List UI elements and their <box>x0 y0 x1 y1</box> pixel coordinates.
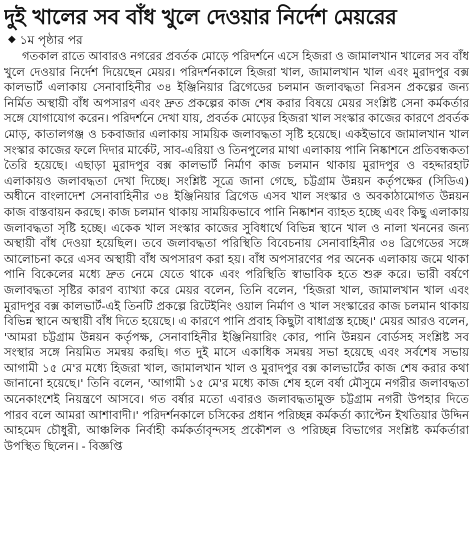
headline: দুই খালের সব বাঁধ খুলে দেওয়ার নির্দেশ মেয়রের <box>4 5 397 29</box>
continuation-line <box>8 32 469 48</box>
diamond-bullet-icon: ◆ <box>8 34 16 45</box>
article-body: গতকাল রাতে আবারও নগরের প্রবর্তক মোড়ে পরিদর্শনে এসে হিজরা ও জামালখান খালের সব বাঁধ খুলে দেওয়ার নির্দেশ দিয়েছেন মেয়র। পরিদর্শনকালে হিজরা খাল, জামালখান খাল এবং মুরাদপুর বক্স কালভার্ট এলাকায় সেনাবাহিনীর ৩৪ ইঞ্জিনিয়ার ব্রিগেডের চলমান জলাবদ্ধতা নিরসন প্রকল্পের জন্য নির্মিত অস্থায়ী বাঁধ অপসারণ এবং দ্রুত প্রকল্পের কাজ শেষ করার বিষয়ে মেয়র সংশ্লিষ্ট সেনা কর্মকর্তার সঙ্গে যোগাযোগ করেন। পরিদর্শনে দেখা যায়, প্রবর্তক মোড়ের হিজরা খাল সংস্কার কাজের কারণে প্রবর্তক মোড়, কাতালগঞ্জ ও চকবাজার এলাকায় সাময়িক জলাবদ্ধতা সৃষ্টি হয়েছে। একইভাবে জামালখান খাল সংস্কার কাজের ফলে দিদার মার্কেট, সাব-এরিয়া ও তিনপুলের মাথা এলাকায় পানি নিষ্কাশনে প্রতিবন্ধকতা তৈরি হয়েছে। এছাড়া মুরাদপুর বক্স কালভার্ট নির্মাণ কাজ চলমান থাকায় মুরাদপুর ও বহদ্দারহাট এলাকায়ও জলাবদ্ধতা দেখা দিচ্ছে। সংশ্লিষ্ট সূত্রে জানা গেছে, চট্টগ্রাম উন্নয়ন কর্তৃপক্ষের (সিডিএ) অধীনে বাংলাদেশ সেনাবাহিনীর ৩৪ ইঞ্জিনিয়ার ব্রিগেড এসব খাল সংস্কার ও অবকাঠামোগত উন্নয়ন কাজ বাস্তবায়ন করছে। কাজ চলমান থাকায় সাময়িকভাবে পানি নিষ্কাশন ব্যাহত হচ্ছে এবং কিছু এলাকায় জলাবদ্ধতা সৃষ্টি হচ্ছে। একেক খাল সংস্কার কাজের সুবিধার্থে বিভিন্ন স্থানে খাল ও নালা খননের জন্য অস্থায়ী বাঁধ দেওয়া হয়েছিল। তবে জলাবদ্ধতা পরিস্থিতি বিবেচনায় সেনাবাহিনীর ৩৪ ব্রিগেডের সঙ্গে আলোচনা করে এসব অস্থায়ী বাঁধ অপসারণ করা হয়। বাঁধ অপসারণের পর অনেক এলাকায় জমে থাকা পানি বিকেলের মধ্যে দ্রুত নেমে যেতে থাকে এবং পরিস্থিতি স্বাভাবিক হতে শুরু করে। ভারী বর্ষণে জলাবদ্ধতা সৃষ্টির কারণ ব্যাখ্যা করে মেয়র বলেন, তিনি বলেন, 'হিজরা খাল, জামালখান খাল এবং মুরাদপুর বক্স কালভার্ট-এই তিনটি প্রকল্পে রিটেইনিং ওয়াল নির্মাণ ও খাল সংস্কারের কাজ চলমান থাকায় বিভিন্ন স্থানে অস্থায়ী বাঁধ দিতে হয়েছে। এ কারণে পানি প্রবাহ কিছুটা বাধাগ্রস্ত হচ্ছে।' মেয়র আরও বলেন, 'আমরা চট্টগ্রাম উন্নয়ন কর্তৃপক্ষ, সেনাবাহিনীর ইঞ্জিনিয়ারিং কোর, পানি উন্নয়ন বোর্ডসহ সংশ্লিষ্ট সব সংস্থার সঙ্গে নিয়মিত সমন্বয় করছি। গত দুই মাসে একাধিক সমন্বয় সভা হয়েছে এবং সর্বশেষ সভায় আগামী ১৫ মে'র মধ্যে হিজরা খাল, জামালখান খাল ও মুরাদপুর বক্স কালভার্টের কাজ শেষ করার কথা জানানো হয়েছে।' তিনি বলেন, 'আগামী ১৫ মে'র মধ্যে কাজ শেষ হলে বর্ষা মৌসুমে নগরীর জলাবদ্ধতা অনেকাংশেই নিয়ন্ত্রণে আসবে। গত বর্ষার মতো এবারও জলাবদ্ধতামুক্ত চট্টগ্রাম নগরী উপহার দিতে পারব বলে আমরা আশাবাদী।' পরিদর্শনকালে চসিকের প্রধান পরিচ্ছন্ন কর্মকর্তা ক্যাপ্টেন ইখতিয়ার উদ্দিন আহমেদ চৌধুরী, আঞ্চলিক নির্বাহী কর্মকর্তাবৃন্দসহ প্রকৌশল ও পরিচ্ছন্ন বিভাগের সংশ্লিষ্ট কর্মকর্তারা উপস্থিত ছিলেন। - বিজ্ঞপ্তি <box>4 49 469 453</box>
continuation-label: ১ম পৃষ্ঠার পর <box>19 33 83 47</box>
